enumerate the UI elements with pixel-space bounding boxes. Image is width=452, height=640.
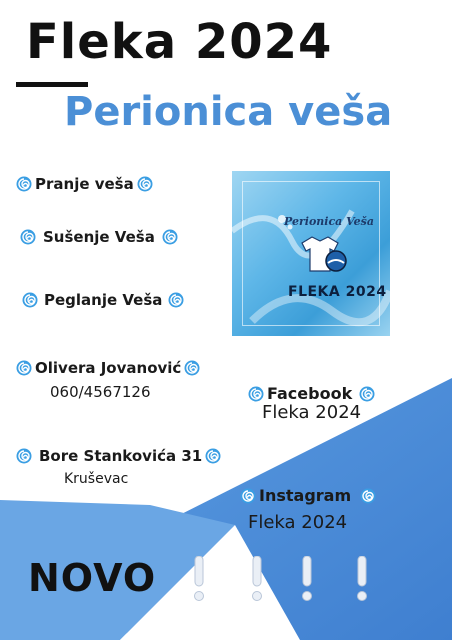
contact-name-row: [16, 359, 200, 377]
service-pranje: [16, 175, 153, 193]
facebook-value[interactable]: Fleka 2024: [262, 402, 362, 423]
logo-bottom-text: FLEKA 2024: [288, 284, 387, 300]
service-peglanje: [22, 291, 184, 309]
logo-graphic: [232, 171, 390, 336]
instagram-label: Instagram: [259, 486, 352, 505]
title-underline: [16, 82, 88, 87]
exclamation-icon: [192, 556, 206, 602]
service-susenje: [20, 228, 178, 246]
cyclone-icon: [162, 229, 178, 245]
contact-name: Olivera Jovanović: [35, 359, 182, 377]
exclamation-icon: [250, 556, 264, 602]
novo-label: NOVO: [28, 556, 157, 600]
logo-top-text: Perionica Veša: [284, 215, 374, 228]
cyclone-icon: [360, 488, 376, 504]
service-label: Pranje veša: [35, 175, 134, 193]
cyclone-icon: [359, 386, 375, 402]
cyclone-icon: [184, 360, 200, 376]
cyclone-icon: [205, 448, 221, 464]
contact-city: Kruševac: [64, 471, 129, 487]
instagram-row: [240, 486, 376, 505]
logo-image: [232, 171, 390, 336]
service-label: Sušenje Veša: [43, 228, 155, 246]
cyclone-icon: [16, 448, 32, 464]
cyclone-icon: [20, 229, 36, 245]
contact-street-row: [16, 447, 221, 465]
exclamation-icon: [300, 556, 314, 602]
instagram-value[interactable]: Fleka 2024: [248, 512, 348, 533]
contact-street: Bore Stankovića 31: [39, 447, 203, 465]
page-title: Fleka 2024: [26, 14, 333, 70]
page-subtitle: Perionica veša: [64, 89, 393, 135]
contact-phone: 060/4567126: [50, 383, 151, 401]
cyclone-icon: [22, 292, 38, 308]
cyclone-icon: [16, 360, 32, 376]
facebook-label: Facebook: [267, 384, 353, 403]
cyclone-icon: [137, 176, 153, 192]
cyclone-icon: [16, 176, 32, 192]
facebook-row: [248, 384, 375, 403]
cyclone-icon: [168, 292, 184, 308]
cyclone-icon: [248, 386, 264, 402]
exclamation-icon: [355, 556, 369, 602]
service-label: Peglanje Veša: [44, 291, 163, 309]
cyclone-icon: [240, 488, 256, 504]
